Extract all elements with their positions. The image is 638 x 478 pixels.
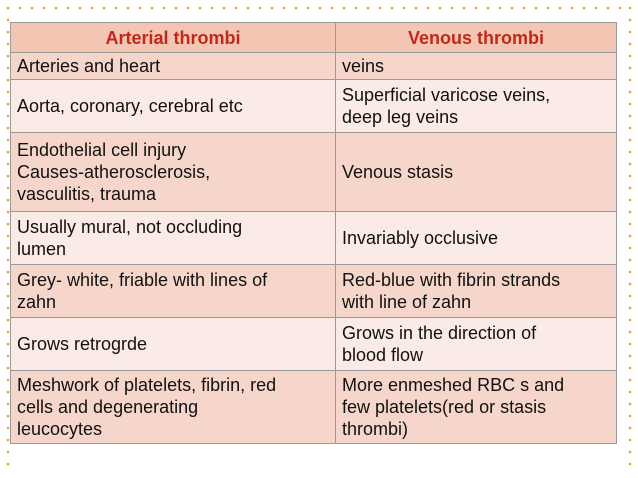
venous-cell: Invariably occlusive	[336, 212, 617, 265]
arterial-cell: Endothelial cell injury Causes-atherosclerosis, vasculitis, trauma	[11, 133, 336, 212]
venous-cell: Grows in the direction of blood flow	[336, 318, 617, 371]
arterial-cell: Aorta, coronary, cerebral etc	[11, 80, 336, 133]
arterial-cell: Grey- white, friable with lines of zahn	[11, 265, 336, 318]
table-header-row	[11, 23, 617, 53]
comparison-table	[10, 22, 617, 444]
venous-cell: Venous stasis	[336, 133, 617, 212]
header-venous-thrombi: Venous thrombi	[336, 23, 617, 53]
table-row	[11, 371, 617, 444]
table-row	[11, 53, 617, 80]
header-arterial-thrombi: Arterial thrombi	[11, 23, 336, 53]
arterial-cell: Arteries and heart	[11, 53, 336, 80]
venous-cell: Superficial varicose veins, deep leg veins	[336, 80, 617, 133]
arterial-cell: Grows retrogrde	[11, 318, 336, 371]
arterial-cell: Usually mural, not occluding lumen	[11, 212, 336, 265]
arterial-cell: Meshwork of platelets, fibrin, red cells and degenerating leucocytes	[11, 371, 336, 444]
table-row	[11, 212, 617, 265]
table-row	[11, 265, 617, 318]
venous-cell: veins	[336, 53, 617, 80]
table-row	[11, 318, 617, 371]
table-row	[11, 133, 617, 212]
venous-cell: Red-blue with fibrin strands with line of zahn	[336, 265, 617, 318]
venous-cell: More enmeshed RBC s and few platelets(red or stasis thrombi)	[336, 371, 617, 444]
table-row	[11, 80, 617, 133]
